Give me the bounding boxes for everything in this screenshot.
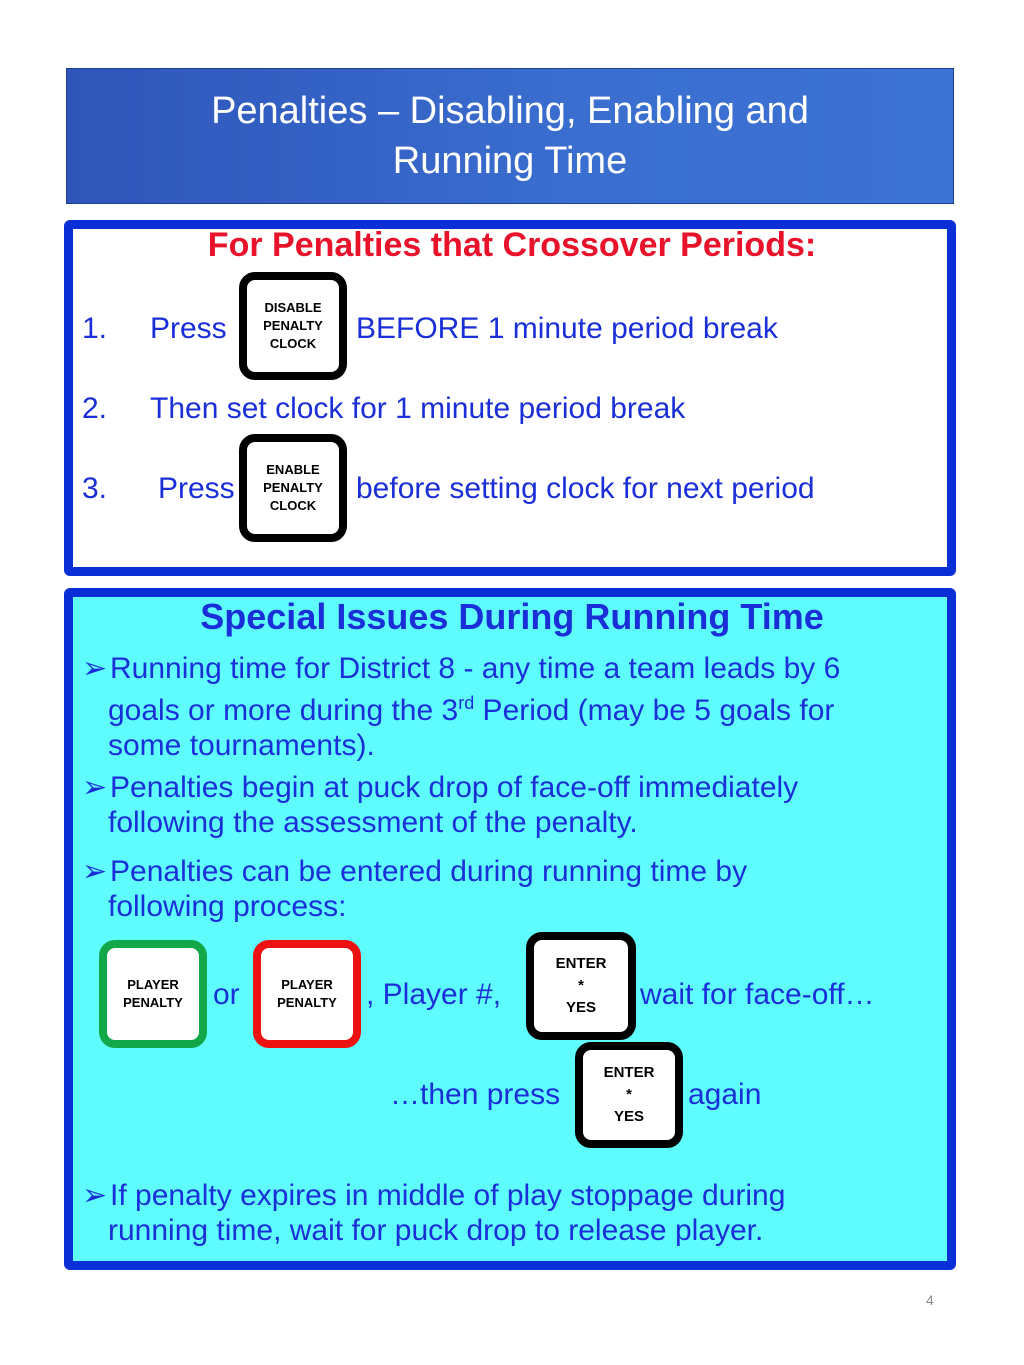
key-label: * xyxy=(578,977,584,994)
player-number-text: , Player #, xyxy=(366,978,502,1011)
key-label: ENTER xyxy=(555,955,607,972)
bullet-text: following process: xyxy=(108,890,347,923)
bullet-text: Penalties begin at puck drop of face-off immediately xyxy=(110,771,799,804)
disable-penalty-clock-key xyxy=(239,272,347,380)
step-3-press: Press xyxy=(158,472,235,505)
key-label: CLOCK xyxy=(269,336,317,351)
bullet-text: Penalties can be entered during running time by xyxy=(110,855,748,888)
key-label: DISABLE xyxy=(264,300,322,315)
again-text: again xyxy=(688,1078,762,1111)
bullet-text: Period (may be 5 goals for xyxy=(474,694,835,727)
arrow-bullet-icon: ➢ xyxy=(82,1179,108,1212)
step-2-number: 2. xyxy=(82,392,108,425)
bullet-penalties-entered xyxy=(82,854,922,924)
key-label: * xyxy=(626,1086,632,1103)
step-3-text: before setting clock for next period xyxy=(356,472,815,505)
player-penalty-green-key xyxy=(99,940,207,1048)
page-number: 4 xyxy=(926,1292,934,1308)
superscript: rd xyxy=(458,693,475,713)
arrow-bullet-icon: ➢ xyxy=(82,652,108,685)
then-press-text: …then press xyxy=(390,1078,561,1111)
key-label: YES xyxy=(565,999,596,1016)
key-label: YES xyxy=(613,1108,644,1125)
step-1-press: Press xyxy=(150,312,227,345)
wait-face-off-text: wait for face-off… xyxy=(640,978,875,1011)
step-2-text: Then set clock for 1 minute period break xyxy=(150,392,686,425)
step-1-number: 1. xyxy=(82,312,108,345)
bullet-running-time xyxy=(82,651,922,763)
bullet-text: If penalty expires in middle of play stoppage during xyxy=(110,1179,786,1212)
enter-yes-key-second xyxy=(575,1042,683,1148)
bullet-text: running time, wait for puck drop to release player. xyxy=(108,1214,764,1247)
special-issues-heading: Special Issues During Running Time xyxy=(200,596,824,637)
title-banner xyxy=(66,68,954,204)
bullet-text: Running time for District 8 - any time a team leads by 6 xyxy=(110,652,841,685)
bullet-text: goals or more during the 3 xyxy=(108,694,459,727)
bullet-text: some tournaments). xyxy=(108,729,375,762)
key-label: ENABLE xyxy=(266,462,320,477)
key-label: ENTER xyxy=(603,1064,655,1081)
enter-yes-key xyxy=(526,932,636,1040)
player-penalty-red-key xyxy=(253,940,361,1048)
key-label: PENALTY xyxy=(263,480,323,495)
key-label: PLAYER xyxy=(281,977,333,992)
step-1-text: BEFORE 1 minute period break xyxy=(356,312,778,345)
page-title-line-1: Penalties – Disabling, Enabling and xyxy=(211,90,809,132)
key-label: PENALTY xyxy=(123,995,183,1010)
crossover-heading: For Penalties that Crossover Periods: xyxy=(207,226,817,264)
key-label: CLOCK xyxy=(269,498,317,513)
or-text: or xyxy=(213,978,240,1011)
bullet-penalties-begin xyxy=(82,770,922,840)
arrow-bullet-icon: ➢ xyxy=(82,855,108,888)
key-label: PENALTY xyxy=(277,995,337,1010)
step-3-number: 3. xyxy=(82,472,108,505)
key-label: PLAYER xyxy=(127,977,179,992)
key-label: PENALTY xyxy=(263,318,323,333)
enable-penalty-clock-key xyxy=(239,434,347,542)
bullet-penalty-expires xyxy=(82,1178,922,1248)
bullet-text: following the assessment of the penalty. xyxy=(108,806,638,839)
arrow-bullet-icon: ➢ xyxy=(82,771,108,804)
page-title-line-2: Running Time xyxy=(392,140,628,182)
